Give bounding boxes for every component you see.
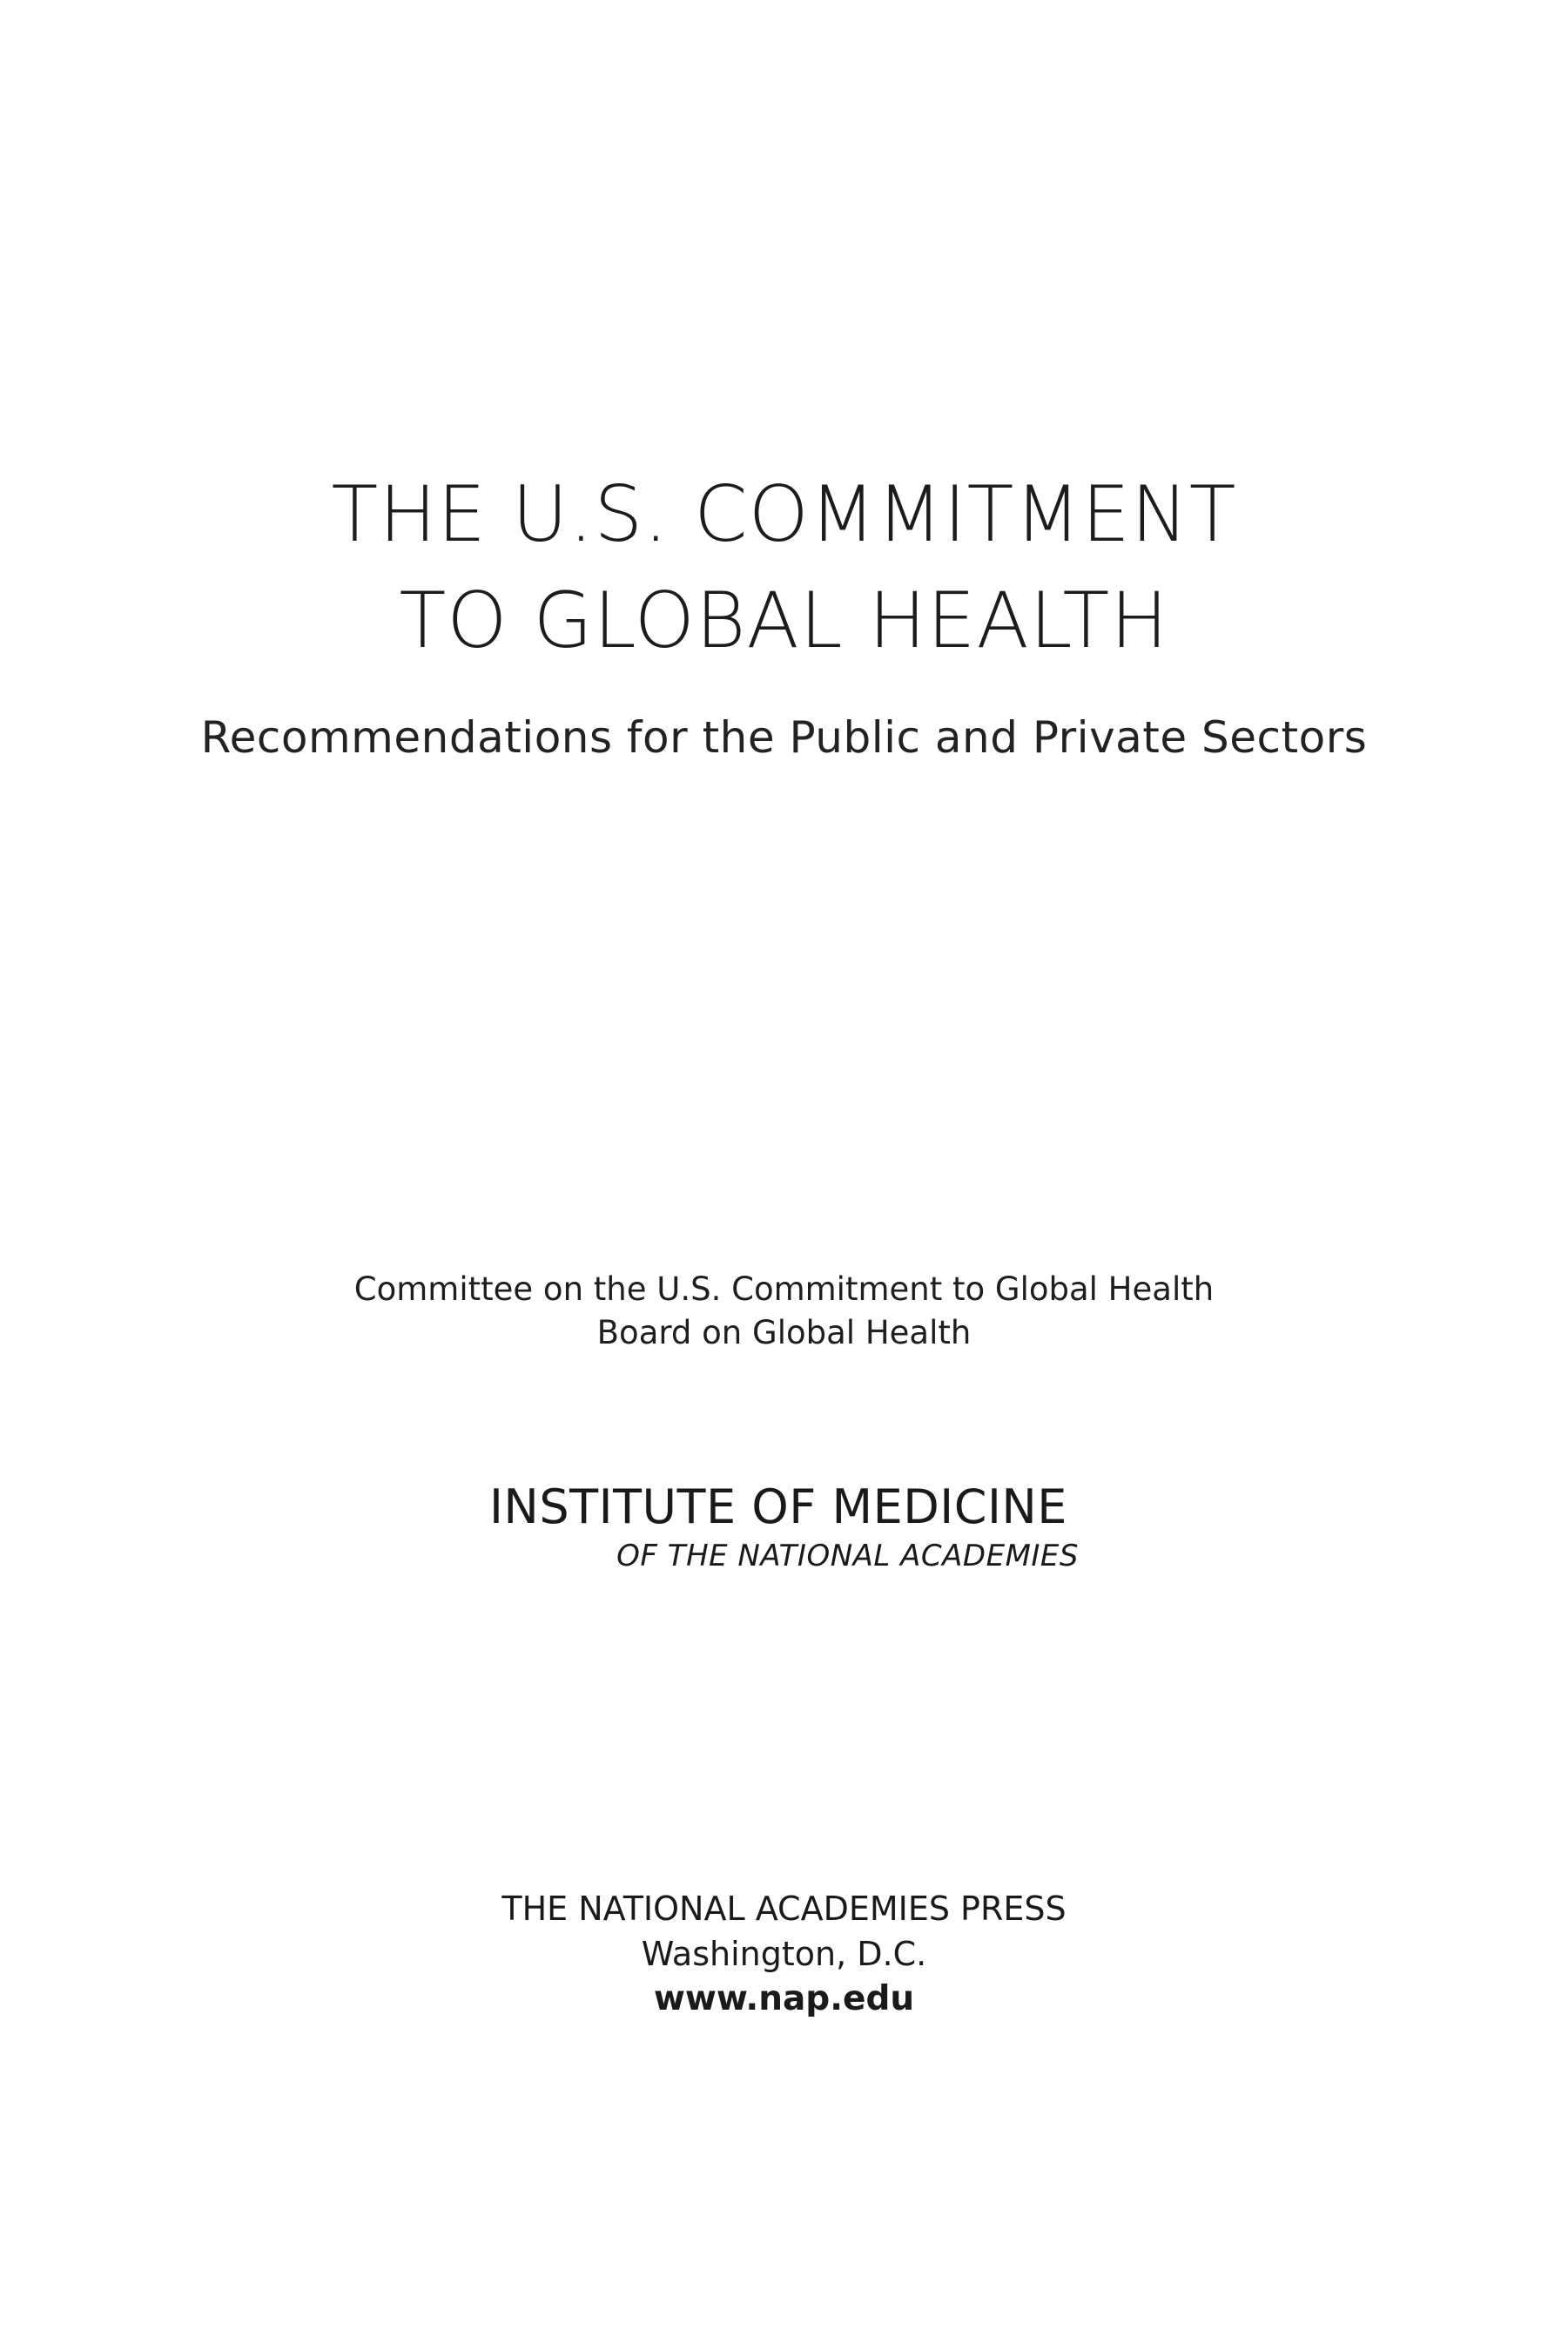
book-title-line-1: THE U.S. COMMITMENT bbox=[331, 469, 1237, 559]
publisher-block bbox=[0, 1886, 1568, 2022]
book-title bbox=[0, 461, 1568, 674]
institution-logo bbox=[489, 1479, 1099, 1576]
author-block bbox=[0, 1268, 1568, 1355]
book-title-line-2: TO GLOBAL HEALTH bbox=[399, 576, 1169, 665]
book-subtitle: Recommendations for the Public and Private Sectors bbox=[200, 712, 1368, 763]
institution-affiliation: OF THE NATIONAL ACADEMIES bbox=[616, 1539, 1079, 1573]
board-name: Board on Global Health bbox=[596, 1314, 972, 1351]
publisher-location: Washington, D.C. bbox=[641, 1935, 927, 1973]
publisher-name: THE NATIONAL ACADEMIES PRESS bbox=[501, 1890, 1067, 1928]
committee-name: Committee on the U.S. Commitment to Global Health bbox=[353, 1270, 1215, 1308]
institution-name: INSTITUTE OF MEDICINE bbox=[489, 1479, 1067, 1534]
publisher-website-link[interactable]: www.nap.edu bbox=[653, 1979, 915, 2018]
